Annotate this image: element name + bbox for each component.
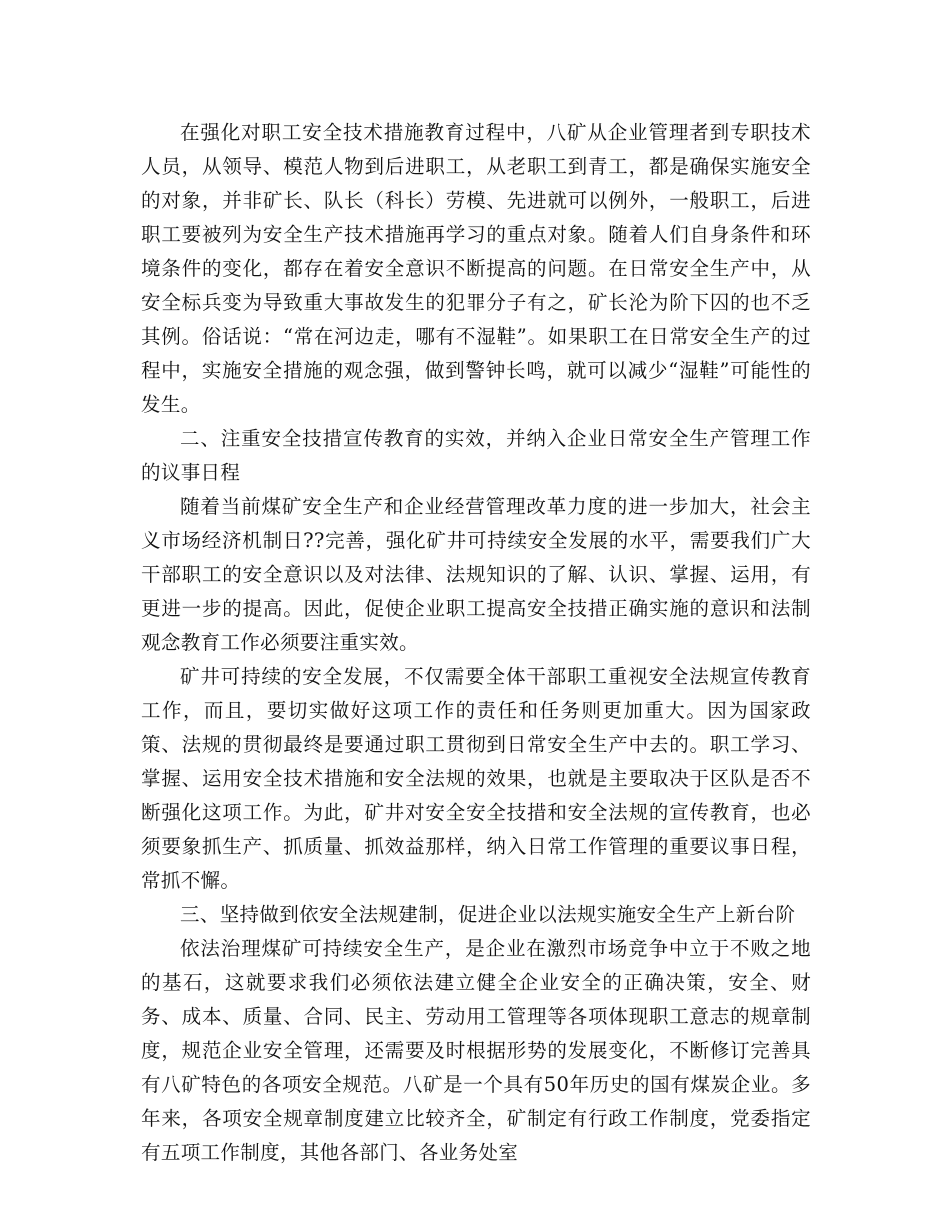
paragraph-rule-of-law: 依法治理煤矿可持续安全生产，是企业在激烈市场竞争中立于不败之地的基石，这就要求我们必须依法建立健全企业安全的正确决策，安全、财务、成本、质量、合同、民主、劳动用工管理等各项体现职工意志的规章制度，规范企业安全管理，还需要及时根据形势的发展变化，不断修订完善具有八矿特色的各项安全规范。八矿是一个具有50年历史的国有煤炭企业。多年来，各项安全规章制度建立比较齐全，矿制定有行政工作制度，党委指定有五项工作制度，其他各部门、各业务处室 (141, 937, 811, 1164)
section-heading-three: 三、坚持做到依安全法规建制，促进企业以法规实施安全生产上新台阶 (180, 903, 796, 926)
section-heading-two: 二、注重安全技措宣传教育的实效，并纳入企业日常安全生产管理工作的议事日程 (141, 427, 811, 484)
paragraph-market-reform: 随着当前煤矿安全生产和企业经营管理改革力度的进一步加大，社会主义市场经济机制日??完善，强化矿井可持续安全发展的水平，需要我们广大干部职工的安全意识以及对法律、法规知识的了解、认识、掌握、运用，有更进一步的提高。因此，促使企业职工提高安全技措正确实施的意识和法制观念教育工作必须要注重实效。 (141, 495, 811, 654)
paragraph-safety-education: 在强化对职工安全技术措施教育过程中，八矿从企业管理者到专职技术人员，从领导、模范人物到后进职工，从老职工到青工，都是确保实施安全的对象，并非矿长、队长（科长）劳模、先进就可以例外，一般职工，后进职工要被列为安全生产技术措施再学习的重点对象。随着人们自身条件和环境条件的变化，都存在着安全意识不断提高的问题。在日常安全生产中，从安全标兵变为导致重大事故发生的犯罪分子有之，矿长沦为阶下囚的也不乏其例。俗话说：“常在河边走，哪有不湿鞋”。如果职工在日常安全生产的过程中，实施安全措施的观念强，做到警钟长鸣，就可以减少“湿鞋”可能性的发生。 (141, 121, 811, 416)
paragraph-sustainable-development: 矿井可持续的安全发展，不仅需要全体干部职工重视安全法规宣传教育工作，而且，要切实做好这项工作的责任和任务则更加重大。因为国家政策、法规的贯彻最终是要通过职工贯彻到日常安全生产中去的。职工学习、掌握、运用安全技术措施和安全法规的效果，也就是主要取决于区队是否不断强化这项工作。为此，矿井对安全安全技措和安全法规的宣传教育，也必须要象抓生产、抓质量、抓效益那样，纳入日常工作管理的重要议事日程，常抓不懈。 (141, 665, 811, 892)
document-body (141, 116, 811, 1170)
